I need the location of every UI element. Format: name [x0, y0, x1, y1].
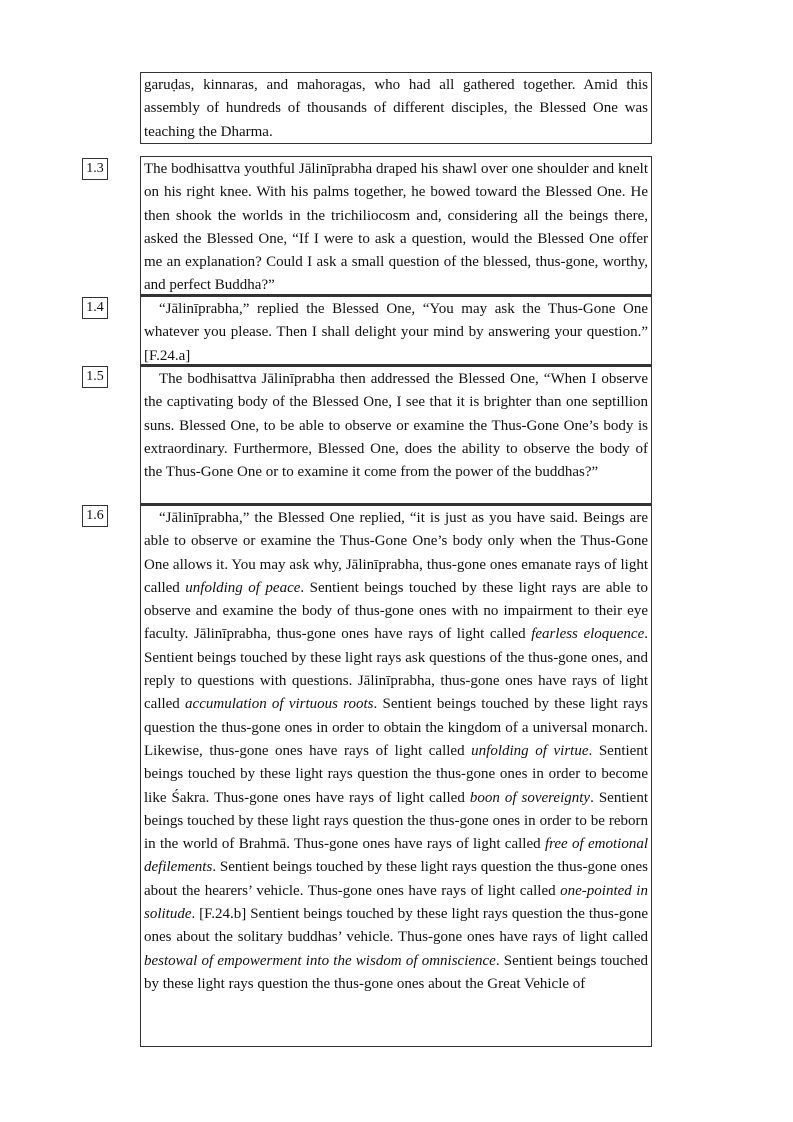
- paragraph-box: [140, 156, 652, 296]
- paragraph-text: The bodhisattva youthful Jālinīprabha draped his shawl over one shoulder and knelt on his right knee. With his palms together, he bowed toward the Blessed One. He then shook the worlds in the trichiliocosm and, considering all the beings there, asked the Blessed One, “If I were to ask a question, would the Blessed One offer me an explanation? Could I ask a small question of the blessed, thus-gone, worthy, and perfect Buddha?”: [144, 161, 648, 294]
- italic-term: boon of sovereignty: [469, 789, 591, 806]
- paragraph-box: [140, 294, 652, 366]
- paragraph-text: The bodhisattva Jālinīprabha then addressed the Blessed One, “When I observe the captivating body of the Blessed One, I see that it is brighter than one septillion suns. Blessed One, to be able to observe or examine the Thus-Gone One’s body is extraordinary. Furthermore, Blessed One, does the ability to observe the body of the Thus-Gone One or to examine it come from the power of the buddhas?”: [144, 371, 648, 481]
- italic-term: unfolding of virtue: [471, 742, 589, 759]
- paragraph-number: 1.6: [82, 505, 108, 527]
- paragraph-box: [140, 503, 652, 1047]
- paragraph-text: garuḍas, kinnaras, and mahoragas, who had all gathered together. Amid this assembly of hundreds of thousands of different disciples, the Blessed One was teaching the Dharma.: [144, 77, 648, 140]
- italic-term: fearless eloquence: [531, 626, 645, 643]
- paragraph-number: 1.5: [82, 366, 108, 388]
- italic-term: bestowal of empowerment into the wisdom of omniscience: [144, 952, 496, 969]
- italic-term: free of emotional defilements: [144, 836, 648, 876]
- paragraph-text: “Jālinīprabha,” the Blessed One replied, “it is just as you have said. Beings are able to observe or examine the Thus-Gone One’s body only when the Thus-Gone One allows it. You may ask why, Jālinīprabha, thus-gone ones emanate rays of light called unfolding of peace. Sentient beings touched by these light rays are able to observe and examine the body of thus-gone ones with no impairment to their eye faculty. Jālinīprabha, thus-gone ones have rays of light called fearless eloquence. Sentient beings touched by these light rays ask questions of the thus-gone ones, and reply to questions with questions. Jālinīprabha, thus-gone ones have rays of light called accumulation of virtuous roots. Sentient beings touched by these light rays question the thus-gone ones in order to obtain the kingdom of a universal monarch. Likewise, thus-gone ones have rays of light called unfolding of virtue. Sentient beings touched by these light rays question the thus-gone ones in order to become like Śakra. Thus-gone ones have rays of light called boon of sovereignty. Sentient beings touched by these light rays question the thus-gone ones in order to be reborn in the world of Brahmā. Thus-gone ones have rays of light called free of emotional defilements. Sentient beings touched by these light rays question the thus-gone ones about the hearers’ vehicle. Thus-gone ones have rays of light called one-pointed in solitude. [F.24.b] Sentient beings touched by these light rays question the thus-gone ones about the solitary buddhas’ vehicle. Thus-gone ones have rays of light called bestowal of empowerment into the wisdom of omniscience. Sentient beings touched by these light rays question the thus-gone ones about the Great Vehicle of: [144, 510, 648, 992]
- italic-term: unfolding of peace: [185, 579, 301, 596]
- paragraph-text: “Jālinīprabha,” replied the Blessed One, “You may ask the Thus-Gone One whatever you please. Then I shall delight your mind by answering your question.” [F.24.a]: [144, 301, 648, 364]
- paragraph-number: 1.3: [82, 158, 108, 180]
- paragraph-number: 1.4: [82, 297, 108, 319]
- paragraph-box: [140, 72, 652, 144]
- paragraph-box: [140, 364, 652, 505]
- italic-term: one-pointed in solitude: [144, 882, 648, 923]
- italic-term: accumulation of virtuous roots: [185, 696, 374, 713]
